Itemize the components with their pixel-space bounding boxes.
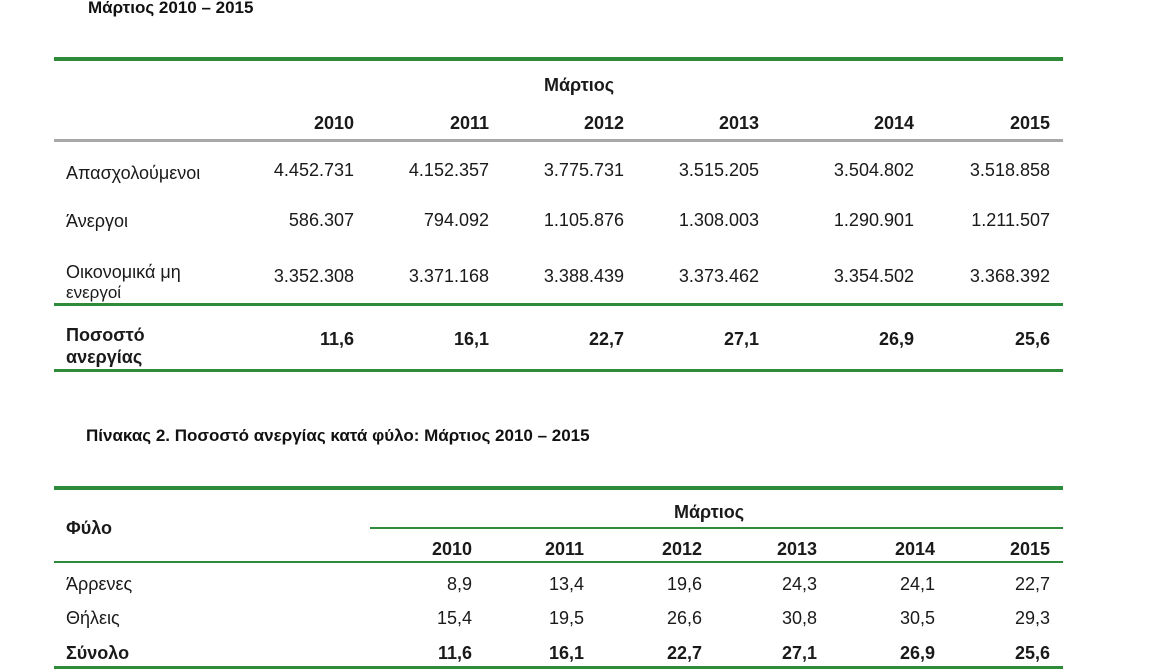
table1-cell: 3.518.858 [969,160,1050,180]
table1-cell: 3.371.168 [408,266,489,286]
table2-cell: 30,5 [899,608,935,628]
table1-year-header: 2014 [873,113,914,133]
table1-year-header: 2013 [718,113,759,133]
table2-group-header: Μάρτιος [674,502,745,522]
table1-cell: 1.290.901 [833,210,914,230]
table1-cell: 3.373.462 [678,266,759,286]
table2-total-cell: 25,6 [1014,643,1050,663]
table1-cell: 3.368.392 [969,266,1050,286]
table2-cell: 29,3 [1014,608,1050,628]
table1-cell: 1.211.507 [971,210,1050,230]
table1-cell: 4.152.357 [408,160,489,180]
table2-total-cell: 26,9 [899,643,935,663]
table2-row-label: Άρρενες [66,574,133,594]
table2-year-header: 2011 [544,539,584,559]
table1-cell: 586.307 [288,210,354,230]
table1-total-cell: 25,6 [1014,329,1050,349]
table2-total-cell: 16,1 [548,643,584,663]
table1-year-header: 2015 [1009,113,1050,133]
table1-cell: 1.308.003 [678,210,759,230]
table2-bottom-rule [54,666,1063,669]
table2-year-header: 2014 [894,539,935,559]
table1-total-rule [54,303,1063,306]
table1-row-label: Απασχολούμενοι [66,163,201,183]
table2-caption: Πίνακας 2. Ποσοστό ανεργίας κατά φύλο: Μάρτιος 2010 – 2015 [86,426,590,445]
table2-cell: 24,1 [899,574,935,594]
table1-year-header: 2010 [313,113,354,133]
table1-total-label: Ποσοστό [66,325,145,345]
employment-table [54,57,1063,367]
table2-total-cell: 11,6 [437,643,472,663]
table1-cell: 3.354.502 [833,266,914,286]
table1-caption: Μάρτιος 2010 – 2015 [88,0,254,17]
table2-cell: 26,6 [666,608,702,628]
table1-cell: 1.105.876 [543,210,624,230]
table1-total-cell: 22,7 [588,329,624,349]
table1-total-label: ανεργίας [66,347,143,367]
table2-cell: 19,6 [666,574,702,594]
unemployment-by-sex-table [54,486,1063,663]
table2-row-label: Θήλεις [66,608,120,628]
table1-cell: 3.515.205 [678,160,759,180]
table1-year-header: 2011 [449,113,489,133]
table1-cell: 3.352.308 [273,266,354,286]
table1-bottom-rule [54,369,1063,372]
table1-row-label: Οικονομικά μη [66,262,181,282]
table2-cell: 19,5 [548,608,584,628]
table2-group-rule [370,527,1063,529]
table1-total-cell: 16,1 [453,329,489,349]
table2-total-label: Σύνολο [66,643,130,663]
table1-cell: 794.092 [423,210,489,230]
table2-cell: 30,8 [781,608,817,628]
table2-cell: 22,7 [1014,574,1050,594]
table1-total-cell: 27,1 [723,329,759,349]
table2-year-header: 2015 [1009,539,1050,559]
table2-cell: 8,9 [446,574,472,594]
table2-year-header: 2013 [776,539,817,559]
table1-cell: 3.775.731 [543,160,624,180]
table2-row-header: Φύλο [66,518,113,538]
table2-cell: 24,3 [781,574,817,594]
table1-cell: 3.388.439 [543,266,624,286]
table2-total-cell: 22,7 [666,643,702,663]
table1-cell: 3.504.802 [833,160,914,180]
table1-cell: 4.452.731 [273,160,354,180]
table1-header-rule [54,139,1063,142]
table1-row-label: Άνεργοι [66,211,128,231]
table1-total-cell: 11,6 [319,329,354,349]
table2-year-header: 2010 [431,539,472,559]
table1-group-header: Μάρτιος [544,75,615,95]
table1-total-cell: 26,9 [878,329,914,349]
table2-header-rule [54,561,1063,563]
table2-year-header: 2012 [661,539,702,559]
table1-row-label: ενεργοί [66,283,122,302]
table2-cell: 13,4 [548,574,584,594]
table1-year-header: 2012 [583,113,624,133]
table2-cell: 15,4 [436,608,472,628]
table2-total-cell: 27,1 [781,643,817,663]
